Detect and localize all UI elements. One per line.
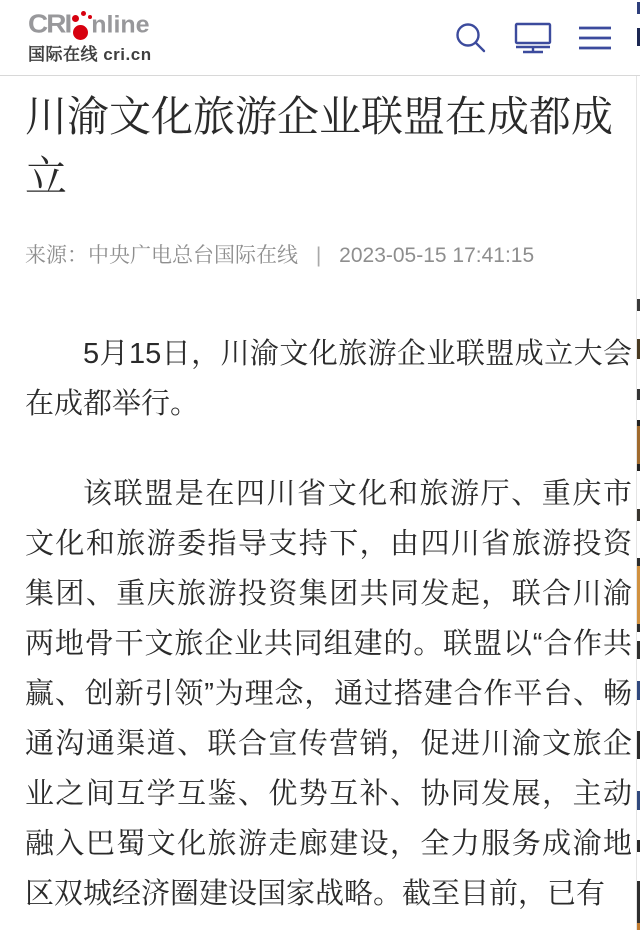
meta-divider: | xyxy=(315,244,322,267)
logo-red-dots-icon xyxy=(73,24,90,40)
header-icons xyxy=(452,19,614,57)
hamburger-menu-icon xyxy=(578,25,612,51)
article-title: 川渝文化旅游企业联盟在成都成立 xyxy=(25,93,614,200)
article xyxy=(0,87,640,919)
paragraph-1: 5月15日，川渝文化旅游企业联盟成立大会在成都举行。 xyxy=(25,338,632,420)
logo-nline-text: nline xyxy=(91,11,150,39)
site-header xyxy=(0,0,640,76)
monitor-button[interactable] xyxy=(514,19,552,57)
logo-cri-text: CRI xyxy=(28,9,71,38)
site-logo[interactable] xyxy=(28,10,152,65)
article-body xyxy=(25,329,632,919)
menu-button[interactable] xyxy=(576,19,614,57)
source-label: 来源： xyxy=(25,244,88,267)
monitor-icon xyxy=(514,22,552,54)
source-name: 中央广电总台国际在线 xyxy=(88,244,298,267)
search-icon xyxy=(454,21,488,55)
paragraph-2: 该联盟是在四川省文化和旅游厅、重庆市文化和旅游委指导支持下，由四川省旅游投资集团、重庆旅游投资集团共同发起，联合川渝两地骨干文旅企业共同组建的。联盟以“合作共赢、创新引领”为理念，通过搭建合作平台、畅通沟通渠道、联合宣传营销，促进川渝文旅企业之间互学互鉴、优势互补、协同发展，主动融入巴蜀文化旅游走廊建设，全力服务成渝地区双城经济圈建设国家战略。截至目前，已有 xyxy=(25,478,632,910)
right-edge-strip[interactable] xyxy=(634,0,640,930)
article-meta xyxy=(25,243,632,269)
search-button[interactable] xyxy=(452,19,490,57)
publish-datetime: 2023-05-15 17:41:15 xyxy=(339,244,535,267)
logo-tagline: 国际在线 cri.cn xyxy=(28,45,152,64)
